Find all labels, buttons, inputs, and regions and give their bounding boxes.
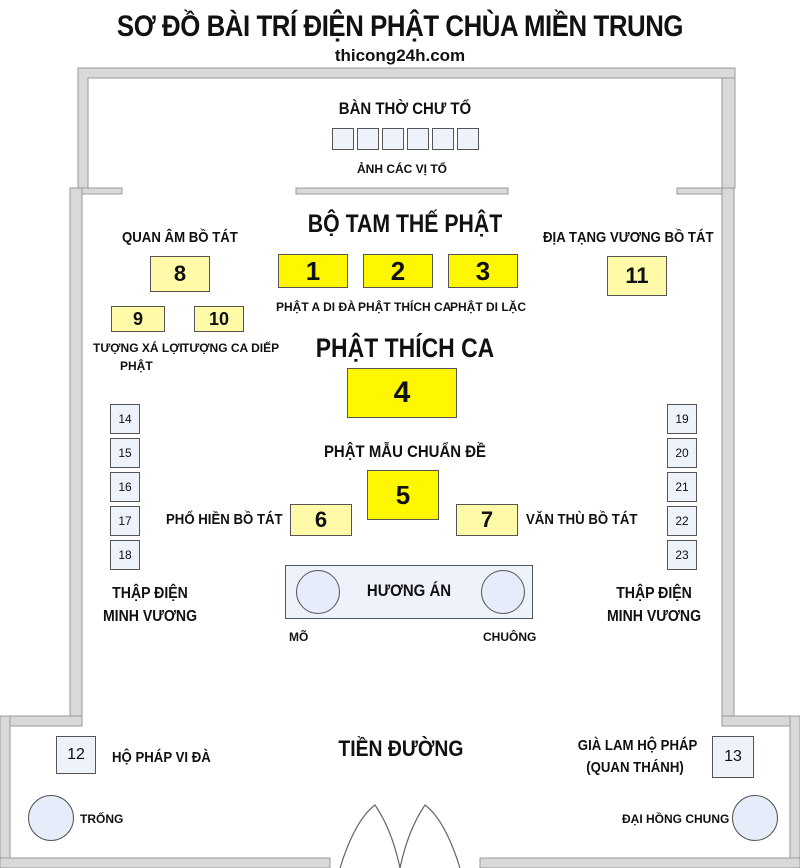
ten-kings-left-label-line2: MINH VƯƠNG <box>102 608 198 625</box>
portrait-frame <box>407 128 429 150</box>
ancestor-portraits <box>332 128 479 150</box>
statue-1-box: 1 <box>278 254 348 288</box>
page-title: SƠ ĐỒ BÀI TRÍ ĐIỆN PHẬT CHÙA MIỀN TRUNG <box>116 10 684 43</box>
statue-5-label: PHẬT MẪU CHUẨN ĐỀ <box>323 442 487 461</box>
statue-8-label: QUAN ÂM BỒ TÁT <box>122 229 238 246</box>
statue-9-label-line2: PHẬT <box>120 359 153 373</box>
statue-13-label-line1: GIÀ LAM HỘ PHÁP <box>577 737 698 754</box>
statue-12-box: 12 <box>56 736 96 774</box>
ten-kings-left-label-line1: THẬP ĐIỆN <box>112 585 188 602</box>
trinity-group-label: BỘ TAM THẾ PHẬT <box>307 210 503 238</box>
statue-5-box: 5 <box>367 470 439 520</box>
king-box: 14 <box>110 404 140 434</box>
entrance-doors <box>340 805 460 868</box>
bell-bowl-icon <box>481 570 525 614</box>
statue-7-box: 7 <box>456 504 518 536</box>
statue-10-box: 10 <box>194 306 244 332</box>
king-box: 18 <box>110 540 140 570</box>
king-box: 21 <box>667 472 697 502</box>
statue-13-label-line2: (QUAN THÁNH) <box>586 759 684 776</box>
great-bell-label: ĐẠI HỒNG CHUNG <box>622 812 730 826</box>
portrait-frame <box>382 128 404 150</box>
portrait-frame <box>432 128 454 150</box>
portrait-frame <box>357 128 379 150</box>
drum-icon <box>28 795 74 841</box>
statue-9-label-line1: TƯỢNG XÁ LỢI <box>93 341 183 355</box>
drum-label: TRỐNG <box>80 812 124 826</box>
king-box: 17 <box>110 506 140 536</box>
statue-9-box: 9 <box>111 306 165 332</box>
king-box: 23 <box>667 540 697 570</box>
statue-11-box: 11 <box>607 256 667 296</box>
incense-altar <box>285 565 533 619</box>
wooden-fish-label: MÕ <box>289 630 309 644</box>
king-box: 22 <box>667 506 697 536</box>
ten-kings-right-column <box>667 404 697 570</box>
statue-1-label: PHẬT A DI ĐÀ <box>276 300 356 314</box>
bell-bowl-label: CHUÔNG <box>483 630 537 644</box>
website-label: thicong24h.com <box>334 46 466 65</box>
statue-6-label: PHỔ HIỀN BỒ TÁT <box>166 511 283 528</box>
vestibule-label: TIỀN ĐƯỜNG <box>338 736 464 761</box>
king-box: 16 <box>110 472 140 502</box>
king-box: 20 <box>667 438 697 468</box>
ten-kings-right-label-line1: THẬP ĐIỆN <box>616 585 692 602</box>
ancestor-portraits-label: ẢNH CÁC VỊ TỔ <box>357 162 447 176</box>
portrait-frame <box>332 128 354 150</box>
ten-kings-right-label-line2: MINH VƯƠNG <box>606 608 702 625</box>
great-bell-icon <box>732 795 778 841</box>
statue-3-box: 3 <box>448 254 518 288</box>
statue-13-box: 13 <box>712 736 754 778</box>
ancestor-altar-label: BÀN THỜ CHƯ TỔ <box>338 99 472 118</box>
statue-4-box: 4 <box>347 368 457 418</box>
king-box: 19 <box>667 404 697 434</box>
wooden-fish-icon <box>296 570 340 614</box>
statue-4-label: PHẬT THÍCH CA <box>315 333 495 363</box>
portrait-frame <box>457 128 479 150</box>
statue-2-label: PHẬT THÍCH CA <box>358 300 452 314</box>
statue-6-box: 6 <box>290 504 352 536</box>
statue-3-label: PHẬT DI LẶC <box>450 300 526 314</box>
statue-11-label: ĐỊA TẠNG VƯƠNG BỒ TÁT <box>543 229 714 246</box>
statue-2-box: 2 <box>363 254 433 288</box>
statue-12-label: HỘ PHÁP VI ĐÀ <box>112 749 211 766</box>
incense-altar-label: HƯƠNG ÁN <box>366 581 452 600</box>
statue-8-box: 8 <box>150 256 210 292</box>
statue-10-label: TƯỢNG CA DIẾP <box>182 341 280 355</box>
statue-7-label: VĂN THÙ BỒ TÁT <box>526 511 638 528</box>
ten-kings-left-column <box>110 404 140 570</box>
king-box: 15 <box>110 438 140 468</box>
